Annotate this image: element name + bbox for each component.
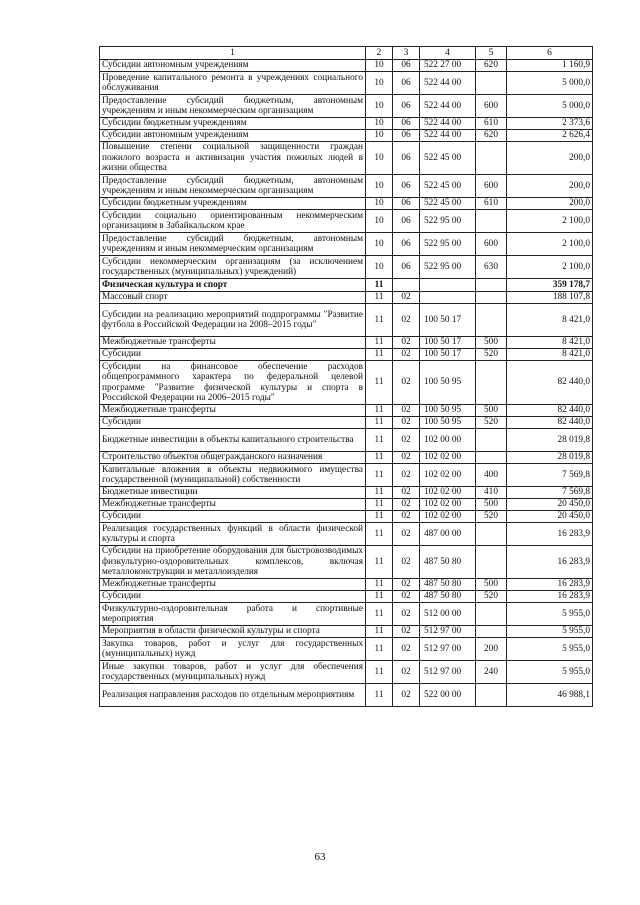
subsection-cell: 02 xyxy=(393,661,420,684)
section-cell: 10 xyxy=(366,210,393,233)
row-name-cell: Закупка товаров, работ и услуг для государственных (муниципальных) нужд xyxy=(100,638,366,661)
amount-cell: 5 000,0 xyxy=(507,72,593,95)
amount-cell: 359 178,7 xyxy=(507,279,593,292)
table-row xyxy=(100,591,593,603)
expense-type-cell: 410 xyxy=(476,487,507,499)
row-name-cell: Капитальные вложения в объекты недвижимого имущества государственной (муниципальной) собственности xyxy=(100,464,366,487)
section-cell: 11 xyxy=(366,452,393,464)
table-row xyxy=(100,487,593,499)
section-cell: 11 xyxy=(366,523,393,546)
subsection-cell: 06 xyxy=(393,198,420,210)
target-article-cell: 522 45 00 xyxy=(420,198,476,210)
amount-cell: 2 100,0 xyxy=(507,233,593,256)
section-cell: 11 xyxy=(366,626,393,638)
row-name-cell: Субсидии автономным учреждениям xyxy=(100,60,366,72)
amount-cell: 200,0 xyxy=(507,175,593,198)
header-cell: 6 xyxy=(507,47,593,60)
row-name-cell: Физкультурно-оздоровительная работа и спортивные мероприятия xyxy=(100,603,366,626)
row-name-cell: Бюджетные инвестиции в объекты капитального строительства xyxy=(100,429,366,452)
target-article-cell: 522 95 00 xyxy=(420,256,476,279)
table-row xyxy=(100,95,593,118)
target-article-cell: 100 50 17 xyxy=(420,349,476,361)
expense-type-cell: 520 xyxy=(476,511,507,523)
table-row xyxy=(100,118,593,130)
section-cell: 11 xyxy=(366,349,393,361)
section-cell: 11 xyxy=(366,579,393,591)
target-article-cell: 102 02 00 xyxy=(420,499,476,511)
amount-cell: 16 283,9 xyxy=(507,546,593,579)
expense-type-cell: 500 xyxy=(476,405,507,417)
amount-cell: 20 450,0 xyxy=(507,511,593,523)
table-body xyxy=(100,60,593,707)
table-header xyxy=(100,47,593,60)
subsection-cell: 06 xyxy=(393,118,420,130)
expense-type-cell: 500 xyxy=(476,579,507,591)
subsection-cell: 02 xyxy=(393,603,420,626)
row-name-cell: Межбюджетные трансферты xyxy=(100,579,366,591)
table-row xyxy=(100,304,593,337)
target-article-cell: 522 00 00 xyxy=(420,684,476,707)
subsection-cell: 06 xyxy=(393,233,420,256)
amount-cell: 8 421,0 xyxy=(507,337,593,349)
target-article-cell: 487 50 80 xyxy=(420,546,476,579)
expense-type-cell xyxy=(476,361,507,405)
row-name-cell: Повышение степени социальной защищенности граждан пожилого возраста и активизация участия пожилых людей в жизни общества xyxy=(100,142,366,175)
table-row xyxy=(100,142,593,175)
section-cell: 10 xyxy=(366,142,393,175)
section-cell: 10 xyxy=(366,256,393,279)
table-row xyxy=(100,256,593,279)
section-cell: 11 xyxy=(366,292,393,304)
target-article-cell: 487 50 80 xyxy=(420,579,476,591)
amount-cell: 16 283,9 xyxy=(507,523,593,546)
table-row xyxy=(100,233,593,256)
target-article-cell xyxy=(420,279,476,292)
amount-cell: 5 955,0 xyxy=(507,626,593,638)
section-cell: 11 xyxy=(366,511,393,523)
expense-type-cell xyxy=(476,279,507,292)
section-cell: 11 xyxy=(366,304,393,337)
target-article-cell: 100 50 95 xyxy=(420,405,476,417)
expense-type-cell xyxy=(476,546,507,579)
expense-type-cell: 600 xyxy=(476,95,507,118)
amount-cell: 28 019,8 xyxy=(507,452,593,464)
section-cell: 11 xyxy=(366,661,393,684)
target-article-cell: 512 97 00 xyxy=(420,638,476,661)
header-cell: 1 xyxy=(100,47,366,60)
expense-type-cell xyxy=(476,452,507,464)
page-number: 63 xyxy=(314,851,326,863)
header-row xyxy=(100,47,593,60)
table-row xyxy=(100,638,593,661)
subsection-cell: 02 xyxy=(393,511,420,523)
table-row xyxy=(100,210,593,233)
subsection-cell: 02 xyxy=(393,405,420,417)
target-article-cell: 102 02 00 xyxy=(420,487,476,499)
subsection-cell: 02 xyxy=(393,499,420,511)
subsection-cell: 02 xyxy=(393,337,420,349)
expense-type-cell xyxy=(476,72,507,95)
expense-type-cell: 630 xyxy=(476,256,507,279)
amount-cell: 2 100,0 xyxy=(507,210,593,233)
row-name-cell: Межбюджетные трансферты xyxy=(100,405,366,417)
subsection-cell: 02 xyxy=(393,579,420,591)
amount-cell: 5 955,0 xyxy=(507,603,593,626)
subsection-cell: 02 xyxy=(393,292,420,304)
amount-cell: 2 373,6 xyxy=(507,118,593,130)
subsection-cell: 02 xyxy=(393,464,420,487)
subsection-cell: 02 xyxy=(393,626,420,638)
section-cell: 11 xyxy=(366,429,393,452)
subsection-cell: 02 xyxy=(393,429,420,452)
subsection-cell: 06 xyxy=(393,256,420,279)
amount-cell: 2 100,0 xyxy=(507,256,593,279)
row-name-cell: Субсидии некоммерческим организациям (за исключением государственных (муниципальных) учреждений) xyxy=(100,256,366,279)
table-row xyxy=(100,579,593,591)
subsection-cell: 06 xyxy=(393,130,420,142)
expense-type-cell: 610 xyxy=(476,118,507,130)
row-name-cell: Субсидии xyxy=(100,591,366,603)
amount-cell: 7 569,8 xyxy=(507,487,593,499)
table-row xyxy=(100,546,593,579)
header-cell: 4 xyxy=(420,47,476,60)
row-name-cell: Межбюджетные трансферты xyxy=(100,499,366,511)
amount-cell: 2 626,4 xyxy=(507,130,593,142)
header-cell: 3 xyxy=(393,47,420,60)
amount-cell: 7 569,8 xyxy=(507,464,593,487)
table-row xyxy=(100,292,593,304)
row-name-cell: Предоставление субсидий бюджетным, автономным учреждениям и иным некоммерческим организациям xyxy=(100,233,366,256)
target-article-cell: 512 97 00 xyxy=(420,661,476,684)
section-cell: 11 xyxy=(366,591,393,603)
section-cell: 10 xyxy=(366,95,393,118)
amount-cell: 5 955,0 xyxy=(507,661,593,684)
target-article-cell: 522 44 00 xyxy=(420,95,476,118)
header-cell: 2 xyxy=(366,47,393,60)
subsection-cell: 02 xyxy=(393,361,420,405)
row-name-cell: Физическая культура и спорт xyxy=(100,279,366,292)
row-name-cell: Проведение капитального ремонта в учреждениях социального обслуживания xyxy=(100,72,366,95)
row-name-cell: Мероприятия в области физической культуры и спорта xyxy=(100,626,366,638)
table-row xyxy=(100,198,593,210)
subsection-cell xyxy=(393,279,420,292)
amount-cell: 200,0 xyxy=(507,142,593,175)
target-article-cell: 522 45 00 xyxy=(420,142,476,175)
target-article-cell: 100 50 95 xyxy=(420,417,476,429)
row-name-cell: Иные закупки товаров, работ и услуг для обеспечения государственных (муниципальных) нужд xyxy=(100,661,366,684)
target-article-cell: 102 00 00 xyxy=(420,429,476,452)
subsection-cell: 02 xyxy=(393,684,420,707)
expense-type-cell xyxy=(476,292,507,304)
row-name-cell: Предоставление субсидий бюджетным, автономным учреждениям и иным некоммерческим организациям xyxy=(100,175,366,198)
section-cell: 10 xyxy=(366,175,393,198)
target-article-cell: 522 44 00 xyxy=(420,118,476,130)
section-cell: 11 xyxy=(366,684,393,707)
target-article-cell: 522 27 00 xyxy=(420,60,476,72)
expense-type-cell xyxy=(476,603,507,626)
target-article-cell: 100 50 17 xyxy=(420,304,476,337)
expense-type-cell: 620 xyxy=(476,60,507,72)
expense-type-cell: 620 xyxy=(476,130,507,142)
subsection-cell: 02 xyxy=(393,417,420,429)
subsection-cell: 02 xyxy=(393,487,420,499)
target-article-cell: 100 50 17 xyxy=(420,337,476,349)
target-article-cell: 487 00 00 xyxy=(420,523,476,546)
row-name-cell: Массовый спорт xyxy=(100,292,366,304)
target-article-cell: 512 00 00 xyxy=(420,603,476,626)
target-article-cell: 487 50 80 xyxy=(420,591,476,603)
expense-type-cell: 600 xyxy=(476,233,507,256)
section-cell: 11 xyxy=(366,405,393,417)
row-name-cell: Субсидии xyxy=(100,349,366,361)
row-name-cell: Субсидии на реализацию мероприятий подпрограммы "Развитие футбола в Российской Федерации на 2008–2015 годы" xyxy=(100,304,366,337)
amount-cell: 82 440,0 xyxy=(507,361,593,405)
subsection-cell: 06 xyxy=(393,210,420,233)
expense-type-cell: 200 xyxy=(476,638,507,661)
section-cell: 11 xyxy=(366,464,393,487)
expense-type-cell: 500 xyxy=(476,337,507,349)
table-row xyxy=(100,603,593,626)
section-cell: 10 xyxy=(366,130,393,142)
expense-type-cell: 610 xyxy=(476,198,507,210)
section-cell: 11 xyxy=(366,417,393,429)
row-name-cell: Субсидии бюджетным учреждениям xyxy=(100,118,366,130)
table-row xyxy=(100,175,593,198)
amount-cell: 1 160,9 xyxy=(507,60,593,72)
subsection-cell: 02 xyxy=(393,349,420,361)
target-article-cell: 522 95 00 xyxy=(420,233,476,256)
row-name-cell: Строительство объектов общегражданского назначения xyxy=(100,452,366,464)
section-cell: 11 xyxy=(366,546,393,579)
expense-type-cell xyxy=(476,429,507,452)
expense-type-cell: 520 xyxy=(476,417,507,429)
table-row xyxy=(100,130,593,142)
table-row xyxy=(100,361,593,405)
subsection-cell: 02 xyxy=(393,591,420,603)
amount-cell: 20 450,0 xyxy=(507,499,593,511)
expense-type-cell: 500 xyxy=(476,499,507,511)
row-name-cell: Субсидии социально ориентированным некоммерческим организациям в Забайкальском крае xyxy=(100,210,366,233)
row-name-cell: Субсидии автономным учреждениям xyxy=(100,130,366,142)
section-cell: 11 xyxy=(366,279,393,292)
section-cell: 11 xyxy=(366,361,393,405)
row-name-cell: Бюджетные инвестиции xyxy=(100,487,366,499)
table-row xyxy=(100,661,593,684)
row-name-cell: Субсидии xyxy=(100,511,366,523)
section-cell: 10 xyxy=(366,60,393,72)
row-name-cell: Субсидии на финансовое обеспечение расходов общепрограммного характера по федеральной целевой программе "Развитие физической культуры и спорта в Российской Федерации на 2006–2015 годы" xyxy=(100,361,366,405)
subsection-cell: 06 xyxy=(393,142,420,175)
expense-type-cell xyxy=(476,523,507,546)
target-article-cell: 522 44 00 xyxy=(420,72,476,95)
amount-cell: 16 283,9 xyxy=(507,591,593,603)
expense-type-cell xyxy=(476,142,507,175)
expense-type-cell: 520 xyxy=(476,349,507,361)
row-name-cell: Реализация государственных функций в области физической культуры и спорта xyxy=(100,523,366,546)
table-row xyxy=(100,405,593,417)
table-row xyxy=(100,684,593,707)
target-article-cell: 102 02 00 xyxy=(420,511,476,523)
subsection-cell: 02 xyxy=(393,452,420,464)
table-row xyxy=(100,337,593,349)
expense-type-cell xyxy=(476,304,507,337)
expense-type-cell xyxy=(476,684,507,707)
amount-cell: 188 107,8 xyxy=(507,292,593,304)
subsection-cell: 06 xyxy=(393,72,420,95)
amount-cell: 28 019,8 xyxy=(507,429,593,452)
section-cell: 10 xyxy=(366,118,393,130)
subsection-cell: 02 xyxy=(393,638,420,661)
expense-type-cell: 400 xyxy=(476,464,507,487)
amount-cell: 200,0 xyxy=(507,198,593,210)
amount-cell: 8 421,0 xyxy=(507,349,593,361)
subsection-cell: 02 xyxy=(393,523,420,546)
table-row xyxy=(100,429,593,452)
section-cell: 11 xyxy=(366,499,393,511)
section-cell: 11 xyxy=(366,337,393,349)
amount-cell: 82 440,0 xyxy=(507,417,593,429)
section-cell: 10 xyxy=(366,233,393,256)
table-row xyxy=(100,523,593,546)
row-name-cell: Реализация направления расходов по отдельным мероприятиям xyxy=(100,684,366,707)
target-article-cell: 522 44 00 xyxy=(420,130,476,142)
row-name-cell: Субсидии на приобретение оборудования для быстровозводимых физкультурно-оздоровительных комплексов, включая металлоконструкции и металлоизделия xyxy=(100,546,366,579)
row-name-cell: Субсидии бюджетным учреждениям xyxy=(100,198,366,210)
subsection-cell: 06 xyxy=(393,60,420,72)
row-name-cell: Субсидии xyxy=(100,417,366,429)
section-cell: 11 xyxy=(366,487,393,499)
subsection-cell: 06 xyxy=(393,95,420,118)
amount-cell: 46 988,1 xyxy=(507,684,593,707)
section-cell: 11 xyxy=(366,603,393,626)
budget-table xyxy=(99,46,593,707)
subsection-cell: 02 xyxy=(393,304,420,337)
target-article-cell: 512 97 00 xyxy=(420,626,476,638)
section-cell: 10 xyxy=(366,198,393,210)
amount-cell: 5 955,0 xyxy=(507,638,593,661)
target-article-cell: 522 45 00 xyxy=(420,175,476,198)
table-row xyxy=(100,452,593,464)
expense-type-cell: 240 xyxy=(476,661,507,684)
expense-type-cell xyxy=(476,626,507,638)
section-cell: 11 xyxy=(366,638,393,661)
target-article-cell: 522 95 00 xyxy=(420,210,476,233)
table-row xyxy=(100,417,593,429)
section-cell: 10 xyxy=(366,72,393,95)
table-row xyxy=(100,499,593,511)
subsection-cell: 06 xyxy=(393,175,420,198)
row-name-cell: Предоставление субсидий бюджетным, автономным учреждениям и иным некоммерческим организациям xyxy=(100,95,366,118)
target-article-cell: 102 02 00 xyxy=(420,452,476,464)
table-row xyxy=(100,72,593,95)
table-row xyxy=(100,349,593,361)
table-row xyxy=(100,279,593,292)
table-row xyxy=(100,60,593,72)
amount-cell: 5 000,0 xyxy=(507,95,593,118)
target-article-cell: 100 50 95 xyxy=(420,361,476,405)
amount-cell: 8 421,0 xyxy=(507,304,593,337)
expense-type-cell xyxy=(476,210,507,233)
table-row xyxy=(100,464,593,487)
table-row xyxy=(100,511,593,523)
expense-type-cell: 520 xyxy=(476,591,507,603)
subsection-cell: 02 xyxy=(393,546,420,579)
expense-type-cell: 600 xyxy=(476,175,507,198)
header-cell: 5 xyxy=(476,47,507,60)
table-row xyxy=(100,626,593,638)
target-article-cell xyxy=(420,292,476,304)
amount-cell: 16 283,9 xyxy=(507,579,593,591)
target-article-cell: 102 02 00 xyxy=(420,464,476,487)
amount-cell: 82 440,0 xyxy=(507,405,593,417)
row-name-cell: Межбюджетные трансферты xyxy=(100,337,366,349)
